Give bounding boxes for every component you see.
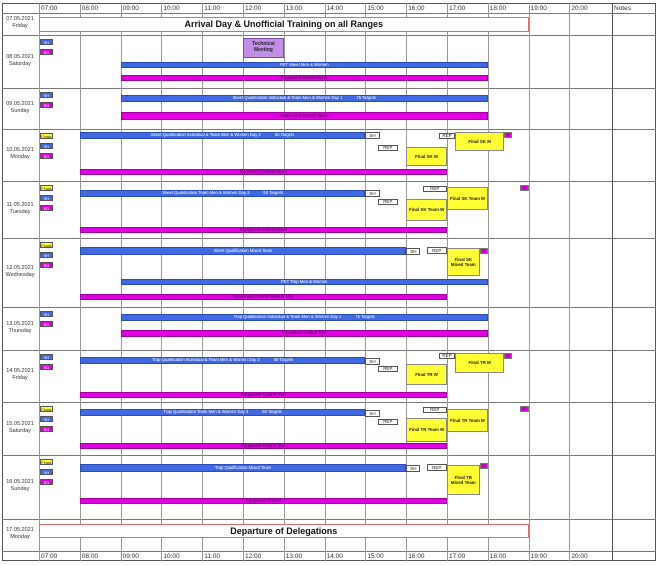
day-date bbox=[3, 202, 37, 216]
event-v bbox=[504, 353, 512, 359]
event-rep bbox=[365, 190, 379, 197]
hour-divider bbox=[80, 3, 81, 561]
event-yel bbox=[406, 147, 447, 166]
event-label: REP bbox=[383, 145, 393, 151]
event-label: V bbox=[482, 463, 486, 469]
event-label: Equipment Control Skeet bbox=[240, 227, 287, 232]
event-label: V bbox=[506, 353, 510, 359]
date-text: 09.05.2021 bbox=[6, 100, 34, 107]
event-rep bbox=[365, 410, 379, 417]
weekday-text: Sunday bbox=[10, 107, 30, 114]
day-date bbox=[3, 479, 37, 493]
tag-eq: EQ bbox=[40, 364, 53, 370]
weekday-text: Tuesday bbox=[9, 208, 31, 215]
event-rep bbox=[378, 199, 398, 205]
date-text: 13.05.2021 bbox=[6, 320, 34, 327]
event-rep bbox=[423, 407, 447, 413]
event-label: SH bbox=[369, 190, 376, 196]
date-text: 12.05.2021 bbox=[6, 264, 34, 271]
event-label: Skeet Qualification Individual & Team Men & Women Day 1 bbox=[232, 95, 343, 101]
event-label: Final SK W bbox=[415, 153, 439, 159]
event-label: SH bbox=[369, 410, 376, 416]
time-header-label: 19:00 bbox=[530, 5, 547, 12]
event-label: V bbox=[523, 185, 527, 191]
event-rep bbox=[378, 145, 398, 151]
event-yel bbox=[406, 364, 447, 385]
weekday-text: Saturday bbox=[8, 60, 31, 67]
row-divider bbox=[2, 35, 656, 36]
event-yel bbox=[447, 248, 480, 276]
event-label: SH bbox=[410, 248, 417, 254]
tag-eq: EQ bbox=[40, 49, 53, 55]
event-label: REP bbox=[430, 407, 440, 413]
event-targets: 50 Targets bbox=[263, 190, 283, 196]
tag-sh: SH bbox=[40, 195, 53, 201]
event-blue bbox=[121, 62, 488, 68]
event-blue bbox=[121, 279, 488, 285]
event-label: Final TR M bbox=[468, 360, 491, 366]
event-label: Final SK M bbox=[468, 138, 491, 144]
time-header-label: 15:00 bbox=[367, 5, 384, 12]
event-yel bbox=[455, 353, 504, 373]
tag-sh: SH bbox=[40, 92, 53, 98]
time-header-label: 11:00 bbox=[204, 5, 220, 12]
tag-finals: Finals bbox=[41, 408, 52, 412]
row-divider bbox=[2, 350, 656, 351]
hour-divider bbox=[39, 3, 40, 561]
date-text: 10.05.2021 bbox=[6, 147, 34, 153]
time-header-label: 17:00 bbox=[449, 5, 466, 12]
day-date bbox=[3, 321, 37, 335]
event-label: Skeet Qualification Mixed Team bbox=[213, 247, 273, 253]
event-v bbox=[480, 463, 488, 469]
time-footer-label: 14:00 bbox=[326, 553, 343, 560]
event-rep bbox=[365, 358, 379, 365]
event-label: REP bbox=[430, 186, 440, 192]
event-rep bbox=[378, 419, 398, 425]
event-label: V bbox=[506, 132, 510, 138]
weekday-text: Friday bbox=[12, 375, 28, 381]
event-blue bbox=[80, 464, 406, 472]
event-yel bbox=[455, 132, 504, 151]
event-mag bbox=[121, 75, 488, 81]
event-label: REP bbox=[432, 247, 442, 253]
event-yel bbox=[447, 187, 488, 210]
event-rep bbox=[427, 464, 447, 471]
tag-sh: SH bbox=[40, 143, 53, 149]
time-footer-label: 17:00 bbox=[449, 553, 466, 560]
day-date bbox=[3, 265, 37, 279]
event-label: V bbox=[523, 406, 527, 412]
time-footer-label: 10:00 bbox=[163, 553, 180, 560]
tag-finals: Finals bbox=[41, 187, 52, 191]
date-text: 07.05.2021 bbox=[6, 16, 34, 22]
date-text: 14.05.2021 bbox=[6, 368, 34, 374]
event-blue bbox=[80, 247, 406, 255]
event-label: Final TR W bbox=[415, 371, 438, 377]
event-label: Arrival Day & Unofficial Training on all Ranges bbox=[184, 19, 384, 30]
event-rep bbox=[365, 132, 379, 139]
event-rep bbox=[439, 133, 455, 139]
event-label: Equipment Control Skeet bbox=[280, 112, 328, 118]
event-label: Equipment Control bbox=[246, 498, 281, 503]
row-divider bbox=[2, 181, 656, 182]
tag-sh: SH bbox=[40, 311, 53, 317]
event-rep bbox=[378, 366, 398, 372]
time-header-label: 08:00 bbox=[81, 5, 99, 12]
event-label: REP bbox=[442, 133, 452, 139]
tag-sh: SH bbox=[40, 252, 53, 258]
event-targets: 75 Targets bbox=[356, 95, 376, 101]
tag-eq: EQ bbox=[40, 321, 53, 327]
event-targets: 50 Targets bbox=[262, 409, 282, 415]
time-footer-label: 09:00 bbox=[122, 553, 139, 560]
weekday-text: Monday bbox=[10, 534, 30, 540]
event-label: Skeet Qualification Team Men & Women Day 3 bbox=[162, 190, 250, 196]
event-mag bbox=[80, 227, 447, 233]
event-banner bbox=[39, 17, 529, 32]
event-mag bbox=[80, 169, 447, 175]
hour-divider bbox=[488, 3, 489, 561]
tag-finals: Finals bbox=[41, 135, 52, 139]
time-footer-label: 13:00 bbox=[285, 553, 303, 560]
event-label: Trap Qualification Team Men & Women Day 3 bbox=[163, 409, 249, 415]
tag-finals: Finals bbox=[41, 244, 52, 248]
date-text: 16.05.2021 bbox=[6, 479, 34, 485]
event-blue bbox=[121, 95, 488, 102]
time-footer-label: 15:00 bbox=[367, 553, 384, 560]
time-header-label: 09:00 bbox=[122, 5, 139, 12]
tag-eq: EQ bbox=[40, 262, 53, 268]
tag-eq: EQ bbox=[40, 153, 53, 159]
tag-eq: EQ bbox=[40, 205, 53, 211]
day-date bbox=[3, 527, 37, 541]
event-mag bbox=[80, 443, 447, 449]
time-footer-label: 12:00 bbox=[245, 553, 262, 560]
weekday-text: Sunday bbox=[10, 486, 30, 492]
event-yel bbox=[447, 409, 488, 432]
event-label: Technical Meeting bbox=[252, 41, 275, 53]
tag-sh: SH bbox=[40, 354, 53, 360]
event-label: SH bbox=[369, 132, 376, 138]
hour-divider bbox=[529, 3, 530, 561]
weekday-text: Friday bbox=[12, 23, 28, 29]
event-v bbox=[504, 132, 512, 138]
event-v bbox=[520, 406, 528, 412]
event-label: Final SK Team W bbox=[408, 207, 445, 213]
hour-divider bbox=[569, 3, 570, 561]
event-label: Skeet Qualification Individual & Team Men & Women Day 2 bbox=[150, 132, 261, 138]
tag-sh: SH bbox=[40, 416, 53, 422]
weekday-text: Wednesday bbox=[5, 271, 35, 278]
event-targets: 50 Targets bbox=[273, 357, 294, 363]
tag-sh: SH bbox=[40, 39, 53, 45]
row-divider bbox=[2, 402, 656, 403]
weekday-text: Monday bbox=[10, 154, 30, 160]
event-label: Equipment Control Trap bbox=[282, 330, 327, 336]
row-divider bbox=[2, 88, 656, 89]
time-footer-label: 16:00 bbox=[408, 553, 425, 560]
event-label: Trap Qualification Individual & Team Men & Women Day 2 bbox=[152, 357, 260, 363]
event-rep bbox=[439, 353, 455, 359]
date-text: 11.05.2021 bbox=[6, 201, 34, 208]
day-date bbox=[3, 101, 37, 115]
date-text: 17.05.2021 bbox=[6, 527, 34, 533]
date-text: 15.05.2021 bbox=[6, 420, 34, 427]
event-mag bbox=[80, 498, 447, 504]
event-label: REP bbox=[383, 366, 393, 372]
row-divider bbox=[2, 238, 656, 239]
time-header-label: 13:00 bbox=[285, 5, 303, 12]
row-divider bbox=[2, 455, 656, 456]
event-label: REP bbox=[432, 464, 442, 470]
event-label: Equipment Control Skeet & Trap bbox=[233, 294, 294, 299]
event-lav bbox=[243, 38, 284, 58]
event-yel bbox=[406, 199, 447, 221]
event-label: REP bbox=[442, 353, 452, 359]
event-mag bbox=[80, 294, 447, 300]
event-rep bbox=[406, 248, 420, 255]
event-rep bbox=[427, 247, 447, 254]
time-footer-label: 08:00 bbox=[81, 553, 99, 560]
event-label: V bbox=[482, 248, 486, 254]
tag-eq: EQ bbox=[40, 102, 53, 108]
row-divider bbox=[2, 129, 656, 130]
event-label: PET Skeet Men & Women bbox=[279, 62, 329, 67]
day-date bbox=[3, 16, 37, 30]
tag-eq: EQ bbox=[40, 479, 53, 485]
event-label: Departure of Delegations bbox=[230, 525, 338, 536]
event-blue bbox=[80, 409, 366, 416]
event-label: Trap Qualification Individual & Team Men & Women Day 1 bbox=[233, 314, 342, 320]
event-mag bbox=[121, 330, 488, 337]
day-date bbox=[3, 421, 37, 435]
event-label: Equipment Control Skeet bbox=[240, 169, 287, 174]
time-footer-label: 11:00 bbox=[204, 553, 220, 560]
event-blue bbox=[80, 132, 366, 139]
day-date bbox=[3, 147, 37, 161]
row-divider bbox=[2, 13, 656, 14]
time-header-label: 12:00 bbox=[245, 5, 262, 12]
time-header-label: 07:00 bbox=[41, 5, 58, 12]
event-label: Trap Qualification Mixed Team bbox=[214, 464, 272, 470]
weekday-text: Thursday bbox=[8, 327, 32, 334]
event-blue bbox=[80, 190, 366, 197]
event-label: REP bbox=[383, 419, 393, 425]
time-header-label: 18:00 bbox=[489, 5, 507, 12]
day-date bbox=[3, 54, 37, 68]
event-label: Final TR Mixed Team bbox=[450, 474, 476, 485]
notes-header: Notes bbox=[614, 5, 631, 12]
event-v bbox=[520, 185, 528, 191]
tag-eq: EQ bbox=[40, 426, 53, 432]
time-footer-label: 18:00 bbox=[489, 553, 507, 560]
event-mag bbox=[121, 112, 488, 120]
tag-sh: SH bbox=[40, 469, 53, 475]
event-label: Equipment Control Trap bbox=[241, 392, 286, 397]
event-label: SH bbox=[410, 465, 417, 471]
event-label: Final SK Mixed Team bbox=[450, 256, 476, 267]
time-footer-label: 07:00 bbox=[41, 553, 58, 560]
event-mag bbox=[80, 392, 447, 398]
event-label: REP bbox=[383, 199, 393, 205]
event-label: Equipment Control Trap bbox=[241, 443, 286, 448]
notes-divider bbox=[612, 3, 613, 561]
date-text: 08.05.2021 bbox=[6, 53, 34, 60]
tag-finals: Finals bbox=[41, 461, 52, 465]
event-v bbox=[480, 248, 488, 254]
event-rep bbox=[406, 465, 420, 472]
time-header-label: 10:00 bbox=[163, 5, 180, 12]
time-header-label: 14:00 bbox=[326, 5, 343, 12]
event-blue bbox=[80, 357, 366, 364]
event-targets: 75 Targets bbox=[355, 314, 375, 320]
time-footer-label: 19:00 bbox=[530, 553, 547, 560]
row-divider bbox=[2, 307, 656, 308]
event-label: PET Trap Men & Women bbox=[280, 279, 328, 284]
time-footer-label: 20:00 bbox=[571, 553, 588, 560]
event-label: Final TR Team M bbox=[450, 417, 485, 423]
event-targets: 50 Targets bbox=[274, 132, 295, 138]
weekday-text: Saturday bbox=[8, 427, 31, 434]
event-label: Final TR Team W bbox=[409, 427, 445, 433]
event-blue bbox=[121, 314, 488, 321]
event-rep bbox=[423, 186, 447, 192]
event-yel bbox=[406, 418, 447, 442]
event-label: Final SK Team M bbox=[449, 195, 485, 201]
event-yel bbox=[447, 465, 480, 495]
time-header-label: 20:00 bbox=[571, 5, 588, 12]
row-divider bbox=[2, 519, 656, 520]
event-label: Equipment Control Skeet bbox=[280, 75, 328, 80]
event-banner bbox=[39, 524, 529, 538]
event-label: SH bbox=[369, 358, 376, 364]
time-header-label: 16:00 bbox=[408, 5, 425, 12]
day-date bbox=[3, 368, 37, 382]
